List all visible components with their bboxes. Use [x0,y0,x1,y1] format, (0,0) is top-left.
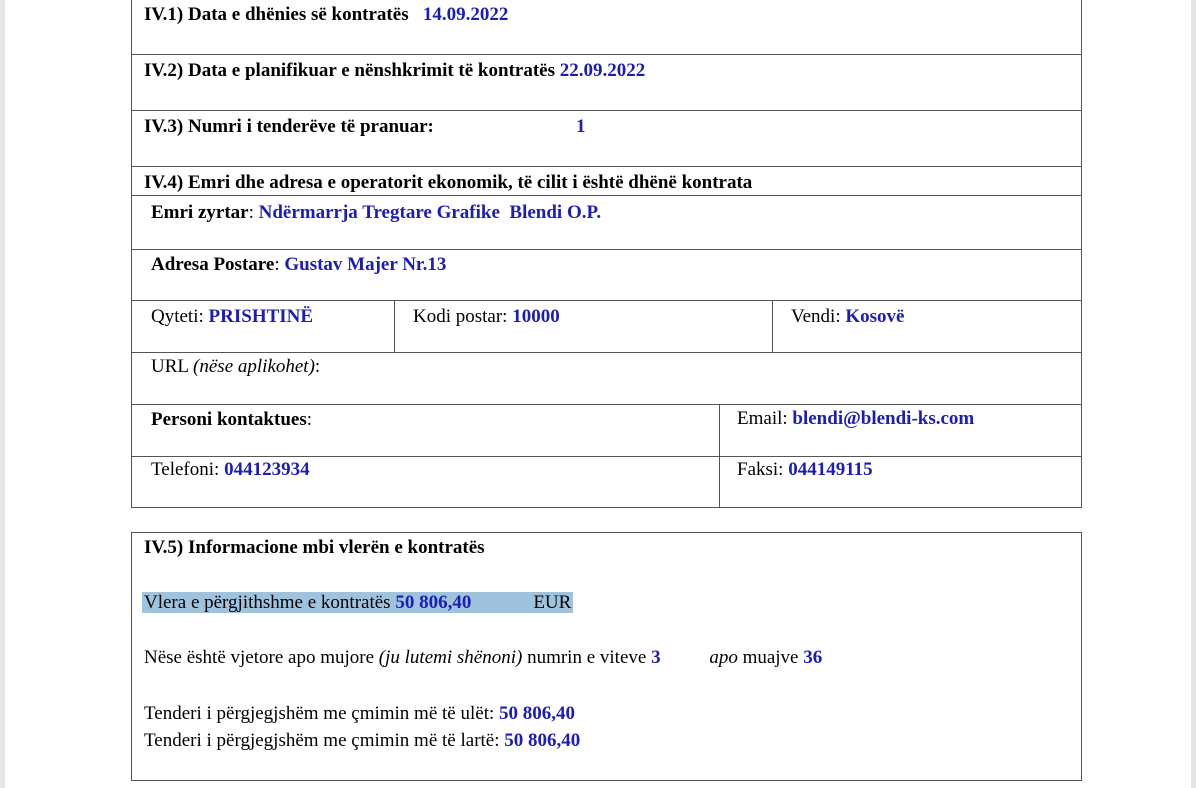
email-label: Email: [737,408,788,429]
city-value: PRISHTINË [208,306,314,327]
table1-left-border [131,0,132,508]
row-divider [131,404,1082,405]
row-divider [131,352,1082,353]
lowest-tender-row [144,703,575,725]
signing-date-value: 22.09.2022 [559,60,646,81]
lowest-tender-label: Tenderi i përgjegjshëm me çmimin më të ulët: [144,703,495,724]
official-name-row: Emri zyrtar: Ndërmarrja Tregtare Grafike Blendi O.P. [151,202,602,223]
table1-bottom-border [131,507,1082,508]
city-cell [151,306,313,328]
section-iv4-title: IV.4) Emri dhe adresa e operatorit ekonomik, të cilit i është dhënë kontrata [144,172,753,193]
or-text: apo [709,647,738,668]
row-divider [131,300,1082,301]
city-label: Qyteti: [151,306,204,327]
official-name-label: Emri zyrtar [151,202,249,223]
url-row: URL (nëse aplikohet): [151,356,321,377]
email-value: blendi@blendi-ks.com [792,408,975,429]
section-iv3-label: IV.3) Numri i tenderëve të pranuar: [144,116,434,137]
cell-divider [394,300,395,353]
total-value-row [142,592,573,614]
row-divider [131,195,1082,196]
total-value-label: Vlera e përgjithshme e kontratës [144,592,391,613]
section-iv1-row [144,4,508,26]
duration-row [144,647,822,669]
highest-tender-value: 50 806,40 [504,730,581,751]
lowest-tender-value: 50 806,40 [499,703,575,724]
cell-divider [772,300,773,353]
postal-code-value: 10000 [512,306,560,327]
contact-person-label: Personi kontaktues [151,409,307,430]
fax-label: Faksi: [737,459,784,480]
country-value: Kosovë [845,306,905,327]
highest-tender-row [144,730,580,752]
row-divider [131,249,1082,250]
section-iv5-title: IV.5) Informacione mbi vlerën e kontratës [144,537,485,558]
postal-code-cell [413,306,560,328]
postal-address-value: Gustav Majer Nr.13 [284,254,447,275]
row-divider [131,54,1082,55]
highest-tender-label: Tenderi i përgjegjshëm me çmimin më të lartë: [144,730,500,751]
postal-address-label: Adresa Postare [151,254,275,275]
postal-address-row: Adresa Postare: Gustav Majer Nr.13 [151,254,447,275]
section-iv1-label: IV.1) Data e dhënies së kontratës [144,4,409,25]
country-label: Vendi: [791,306,841,327]
phone-label: Telefoni: [151,459,220,480]
row-divider [131,166,1082,167]
row-divider [131,456,1082,457]
url-label: URL [151,356,189,377]
months-text: muajve [742,647,799,668]
page-edge-right [1191,0,1196,788]
table1-right-border [1081,0,1082,508]
phone-value: 044123934 [224,459,310,480]
total-value-currency: EUR [533,592,572,613]
fax-value: 044149115 [788,459,873,480]
phone-cell [151,459,310,481]
country-cell [791,306,904,328]
row-divider [131,110,1082,111]
tenders-received-value: 1 [576,116,586,137]
annual-text: Nëse është vjetore apo mujore [144,647,375,668]
fax-cell [737,459,873,481]
award-date-value: 14.09.2022 [422,4,509,25]
postal-code-label: Kodi postar: [413,306,508,327]
email-cell [737,408,974,430]
years-text: numrin e viteve [527,647,647,668]
url-note: (nëse aplikohet) [193,356,315,377]
annual-note: (ju lutemi shënoni) [378,647,523,668]
months-value: 36 [803,647,823,668]
total-value-amount: 50 806,40 [395,592,472,613]
section-iv2-row [144,60,645,82]
page-edge-left [0,0,5,788]
years-value: 3 [651,647,661,668]
cell-divider [719,404,720,508]
contact-person-cell: Personi kontaktues: [151,409,312,430]
total-value-highlight [142,592,573,613]
section-iv2-label: IV.2) Data e planifikuar e nënshkrimit të kontratës [144,60,555,81]
official-name-value: Ndërmarrja Tregtare Grafike Blendi O.P. [258,202,602,223]
section-iv3-row [144,116,434,138]
